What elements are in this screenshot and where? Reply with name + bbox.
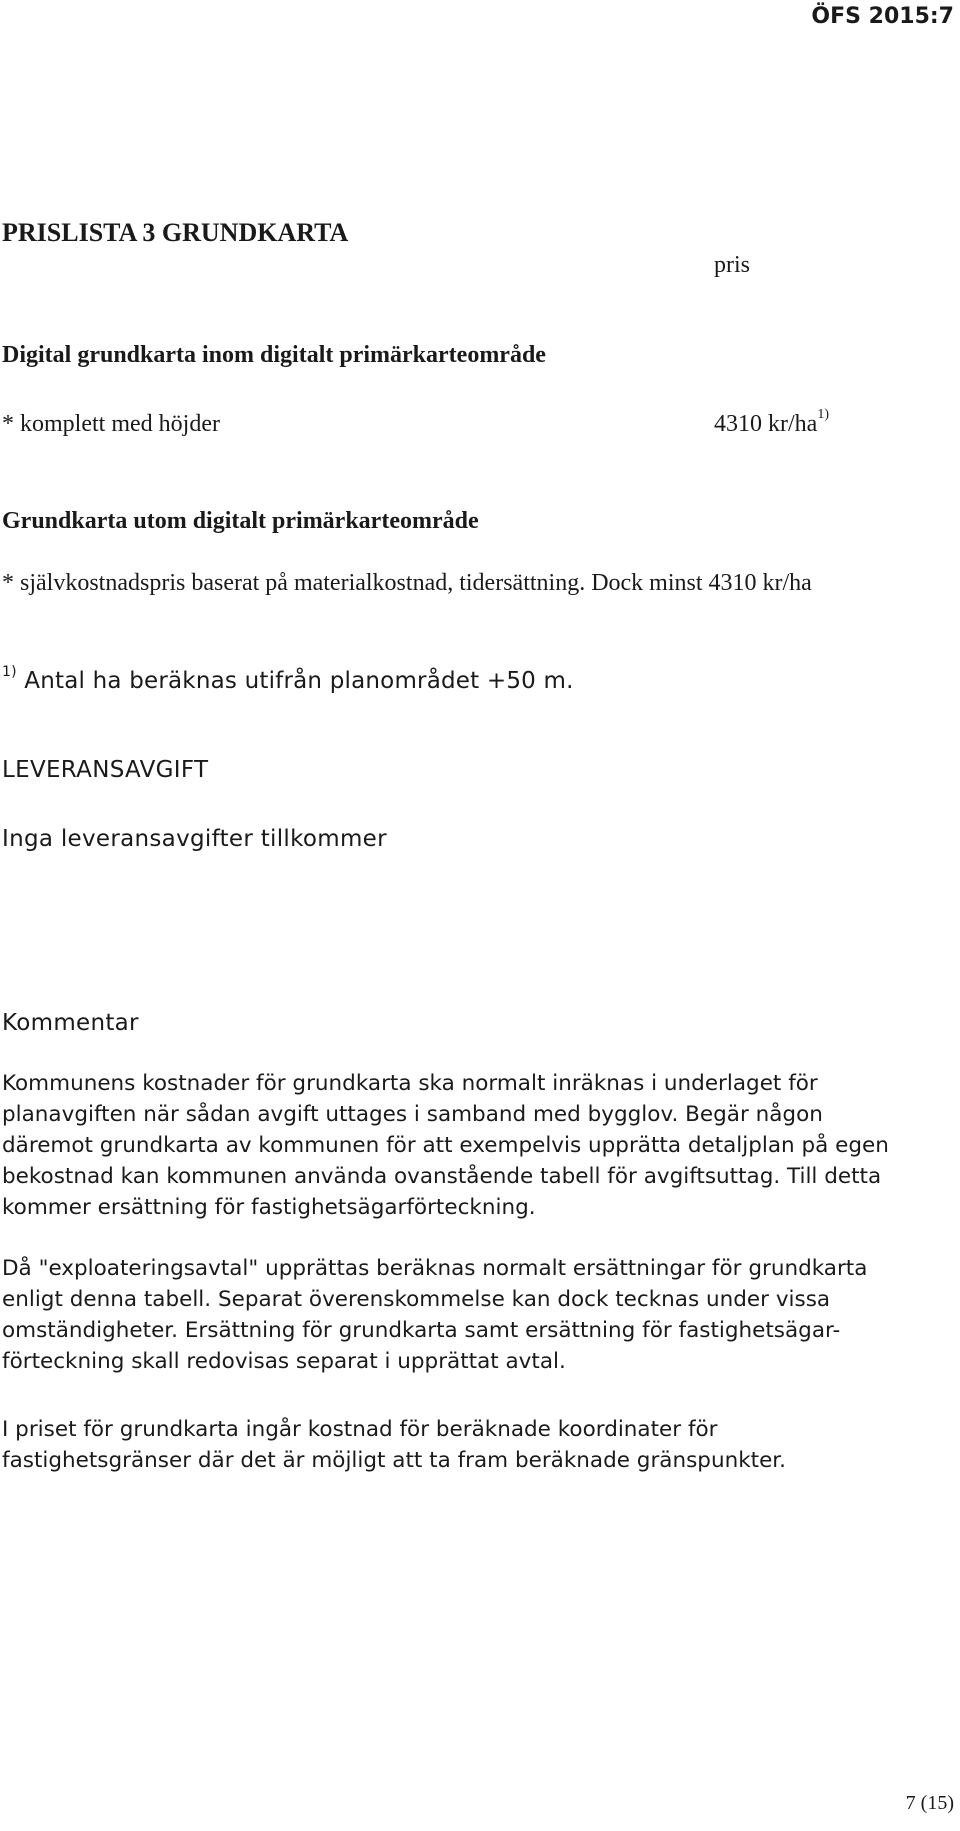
price-footnote-ref: 1) [817,407,829,422]
item-complete-with-heights: * komplett med höjder [2,411,220,437]
comment-paragraph: Då "exploateringsavtal" upprättas beräknas normalt ersättningar för grundkarta enligt denna tabell. Separat överenskommelse kan dock tecknas under vissa omständigheter. Ersättning för grundkarta samt ersättning för fastighetsägar-förteckning skall redovisas separat i upprättat avtal. [2,1256,868,1374]
page-number: 7 (15) [905,1792,954,1814]
pricelist-title: PRISLISTA 3 GRUNDKARTA [2,218,349,247]
document-reference: ÖFS 2015:7 [811,4,954,29]
footnote-ref: 1) [2,664,17,680]
comment-paragraph: Kommunens kostnader för grundkarta ska normalt inräknas i underlaget för planavgiften när sådan avgift uttages i samband med bygglov. Begär någon däremot grundkarta av kommunen för att exempelvis upprätta detaljplan på egen bekostnad kan kommunen använda ovanstående tabell för avgiftsuttag. Till detta kommer ersättning för fastighetsägarförteckning. [2,1071,889,1220]
item-self-cost: * självkostnadspris baserat på materialkostnad, tidersättning. Dock minst 4310 kr/ha [2,570,812,596]
footnote [2,664,574,694]
price-text: 4310 kr/ha [714,411,818,437]
delivery-text: Inga leveransavgifter tillkommer [2,826,387,852]
delivery-heading: LEVERANSAVGIFT [2,757,209,783]
price-value [714,407,829,438]
price-column-header: pris [714,252,750,278]
section-heading-non-digital: Grundkarta utom digitalt primärkarteområde [2,508,479,534]
comment-heading: Kommentar [2,1010,139,1036]
footnote-text: Antal ha beräknas utifrån planområdet +50 m. [24,668,574,694]
comment-paragraph: I priset för grundkarta ingår kostnad för beräknade koordinater för fastighetsgränser där det är möjligt att ta fram beräknade gränspunkter. [2,1417,787,1473]
section-heading-digital: Digital grundkarta inom digitalt primärkarteområde [2,342,546,368]
